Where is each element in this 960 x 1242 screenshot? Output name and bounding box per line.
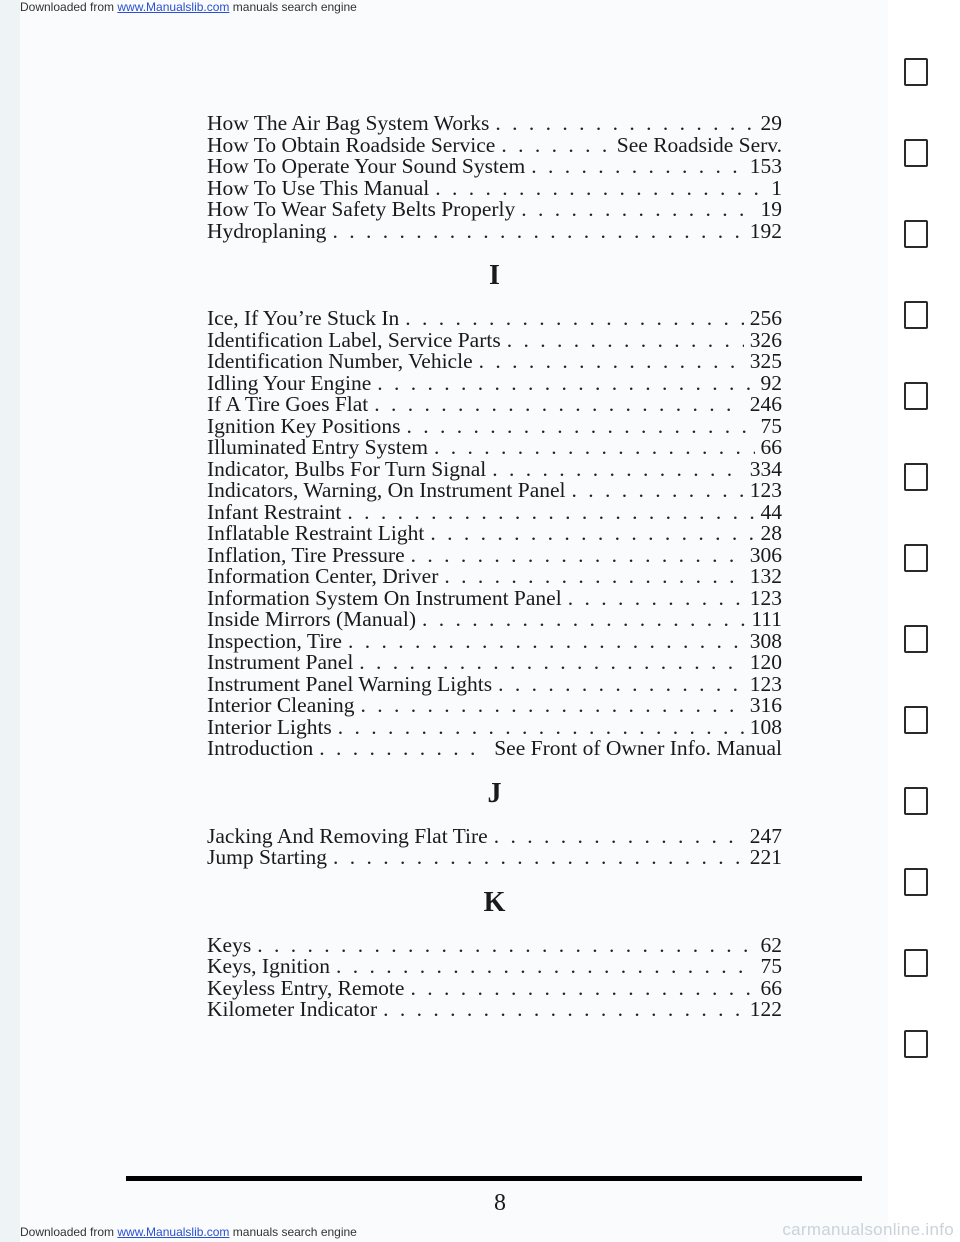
left-margin-strip [0,0,20,1242]
index-entry [207,132,782,157]
index-entry-leader [257,935,754,957]
index-entry [207,652,782,674]
section-tab[interactable] [904,868,928,896]
section-tab[interactable] [904,1030,928,1058]
index-entry-page: See Front of Owner Info. Manual [494,736,782,760]
index-entry-page: 29 [760,111,782,135]
index-entry-page: 122 [749,997,782,1021]
index-entry-leader [338,717,744,739]
index-entry [207,671,782,696]
index-entry-label: Keys, Ignition [207,954,331,978]
index-entry-label: Indicator, Bulbs For Turn Signal [207,456,487,481]
section-tab[interactable] [904,301,928,329]
index-entry [207,823,782,848]
index-letter-j: J [487,777,502,809]
index-list [207,113,782,1021]
top-watermark-suffix: manuals search engine [229,0,357,14]
index-entry-page: 192 [749,218,782,243]
bottom-watermark-prefix: Downloaded from [20,1225,118,1239]
index-entry-label: Hydroplaning [207,218,327,243]
index-entry-page: 1 [771,175,782,200]
index-entry-leader [435,178,765,200]
index-entry [207,523,782,545]
section-tab[interactable] [904,787,928,815]
index-entry-page: 246 [749,392,782,416]
index-letter-k: K [483,886,506,918]
index-entry-leader [494,826,744,848]
index-entry [207,628,782,653]
index-entry-page: 123 [749,478,782,502]
index-entry-page: 75 [760,954,782,978]
section-tab[interactable] [904,463,928,491]
index-entry-leader [377,373,754,395]
top-watermark-link[interactable]: www.Manualslib.com [117,0,230,14]
section-tab[interactable] [904,706,928,734]
index-entry-page: 123 [749,585,782,610]
index-entry-label: Idling Your Engine [207,370,372,395]
index-entry [207,456,782,481]
index-entry-leader [332,221,743,243]
index-entry-leader [479,351,744,373]
index-entry-leader [507,330,744,352]
index-section-i [207,308,782,760]
index-entry [207,499,782,524]
index-entry-leader [444,566,743,588]
index-entry-page: 334 [749,456,782,481]
index-entry [207,437,782,459]
index-entry-leader [492,459,743,481]
index-entry-leader [359,652,743,674]
index-entry-leader [405,308,743,330]
index-entry-page: 44 [760,499,782,524]
index-entry [207,932,782,957]
section-tab[interactable] [904,58,928,86]
index-entry [207,394,782,416]
section-tabs [898,58,938,1058]
index-entry-label: Jacking And Removing Flat Tire [207,823,488,848]
index-entry-leader [333,847,744,869]
index-entry-leader [495,113,754,135]
index-entry-page: 120 [749,650,782,674]
index-entry-page: 28 [760,521,782,545]
index-entry-leader [572,480,744,502]
index-entry-label: Jump Starting [207,845,328,869]
index-entry-label: Instrument Panel Warning Lights [207,671,493,696]
section-tab[interactable] [904,220,928,248]
index-entry-page: 306 [749,542,782,567]
index-entry-page: 92 [760,370,782,395]
index-entry [207,413,782,438]
index-entry-page: 108 [749,714,782,739]
index-letter-i: I [489,260,500,291]
index-entry-leader [531,156,744,178]
index-entry-label: How The Air Bag System Works [207,111,490,135]
index-entry [207,542,782,567]
index-entry [207,695,782,717]
section-tab[interactable] [904,382,928,410]
index-entry [207,566,782,588]
index-entry-page: See Roadside Serv. [616,132,782,157]
index-entry-leader [374,394,743,416]
top-watermark-prefix: Downloaded from [20,0,118,14]
section-tab[interactable] [904,625,928,653]
index-entry-page: 308 [749,628,782,653]
index-entry-page: 247 [749,823,782,848]
index-entry-label: Inside Mirrors (Manual) [207,607,416,631]
index-entry-leader [407,416,755,438]
index-entry-label: Kilometer Indicator [207,997,378,1021]
index-entry [207,218,782,243]
index-entry-leader [434,437,755,459]
index-entry [207,370,782,395]
index-entry-leader [336,956,754,978]
index-entry [207,714,782,739]
index-entry-page: 111 [751,607,782,631]
index-entry-leader [568,588,744,610]
index-entry-page: 19 [760,197,782,221]
index-entry-label: Infant Restraint [207,499,342,524]
index-section-j [207,823,782,869]
index-entry [207,847,782,869]
index-entry-label: Inflatable Restraint Light [207,521,425,545]
index-entry-page: 66 [760,435,782,459]
index-entry [207,738,782,760]
index-entry [207,999,782,1021]
index-entry-label: Identification Number, Vehicle [207,349,473,373]
index-entry-label: Identification Label, Service Parts [207,327,501,352]
index-entry-page: 123 [749,671,782,696]
index-entry [207,956,782,978]
index-entry-page: 132 [749,564,782,588]
index-entry [207,975,782,1000]
index-entry [207,308,782,330]
index-entry-leader [411,545,744,567]
index-entry-page: 256 [749,306,782,330]
index-entry-page: 221 [749,845,782,869]
index-entry [207,113,782,135]
site-watermark: carmanualsonline.info [782,1220,954,1239]
index-entry-leader [501,135,610,157]
index-entry-leader [347,502,754,524]
index-entry-label: If A Tire Goes Flat [207,392,369,416]
index-entry-leader [319,738,488,760]
index-entry-label: Illuminated Entry System [207,435,428,459]
top-watermark [20,0,888,16]
manual-page [20,0,888,1242]
footer-rule [126,1176,862,1181]
index-entry-leader [521,199,754,221]
bottom-watermark-suffix: manuals search engine [229,1225,357,1239]
index-entry-label: Inspection, Tire [207,628,342,653]
index-entry-leader [360,695,743,717]
index-entry-page: 62 [760,932,782,957]
index-entry-label: How To Obtain Roadside Service [207,132,496,157]
index-entry-label: Keyless Entry, Remote [207,975,405,1000]
index-entry [207,327,782,352]
index-entry [207,609,782,631]
bottom-watermark-link[interactable]: www.Manualslib.com [117,1225,230,1239]
index-entry-label: Keys [207,932,252,957]
page-number: 8 [494,1190,506,1216]
index-entry-page: 66 [760,975,782,1000]
index-entry [207,156,782,178]
index-entry-page: 75 [760,413,782,438]
section-tab[interactable] [904,544,928,572]
index-entry-leader [430,523,754,545]
index-entry-label: How To Operate Your Sound System [207,154,526,178]
index-entry [207,199,782,221]
index-entry-label: Ignition Key Positions [207,413,401,438]
index-entry-leader [422,609,745,631]
index-entry [207,175,782,200]
index-entry-leader [383,999,744,1021]
bottom-watermark [20,1224,888,1242]
section-tab[interactable] [904,949,928,977]
index-entry-leader [348,631,744,653]
index-entry-label: Information Center, Driver [207,564,439,588]
index-entry-label: Ice, If You’re Stuck In [207,306,400,330]
index-entry-page: 326 [749,327,782,352]
section-tab[interactable] [904,139,928,167]
index-entry-leader [410,978,754,1000]
index-entry-label: Introduction [207,736,314,760]
index-section-h [207,113,782,242]
index-entry [207,480,782,502]
index-entry [207,585,782,610]
index-entry-label: Information System On Instrument Panel [207,585,562,610]
index-entry-label: How To Wear Safety Belts Properly [207,197,516,221]
index-entry [207,351,782,373]
index-entry-page: 153 [749,154,782,178]
index-entry-page: 316 [749,693,782,717]
index-entry-page: 325 [749,349,782,373]
index-entry-label: Instrument Panel [207,650,354,674]
index-section-k [207,932,782,1021]
index-entry-label: Interior Lights [207,714,332,739]
index-entry-label: Interior Cleaning [207,693,355,717]
index-entry-label: Inflation, Tire Pressure [207,542,405,567]
index-entry-leader [498,674,744,696]
index-entry-label: How To Use This Manual [207,175,430,200]
index-entry-label: Indicators, Warning, On Instrument Panel [207,478,566,502]
